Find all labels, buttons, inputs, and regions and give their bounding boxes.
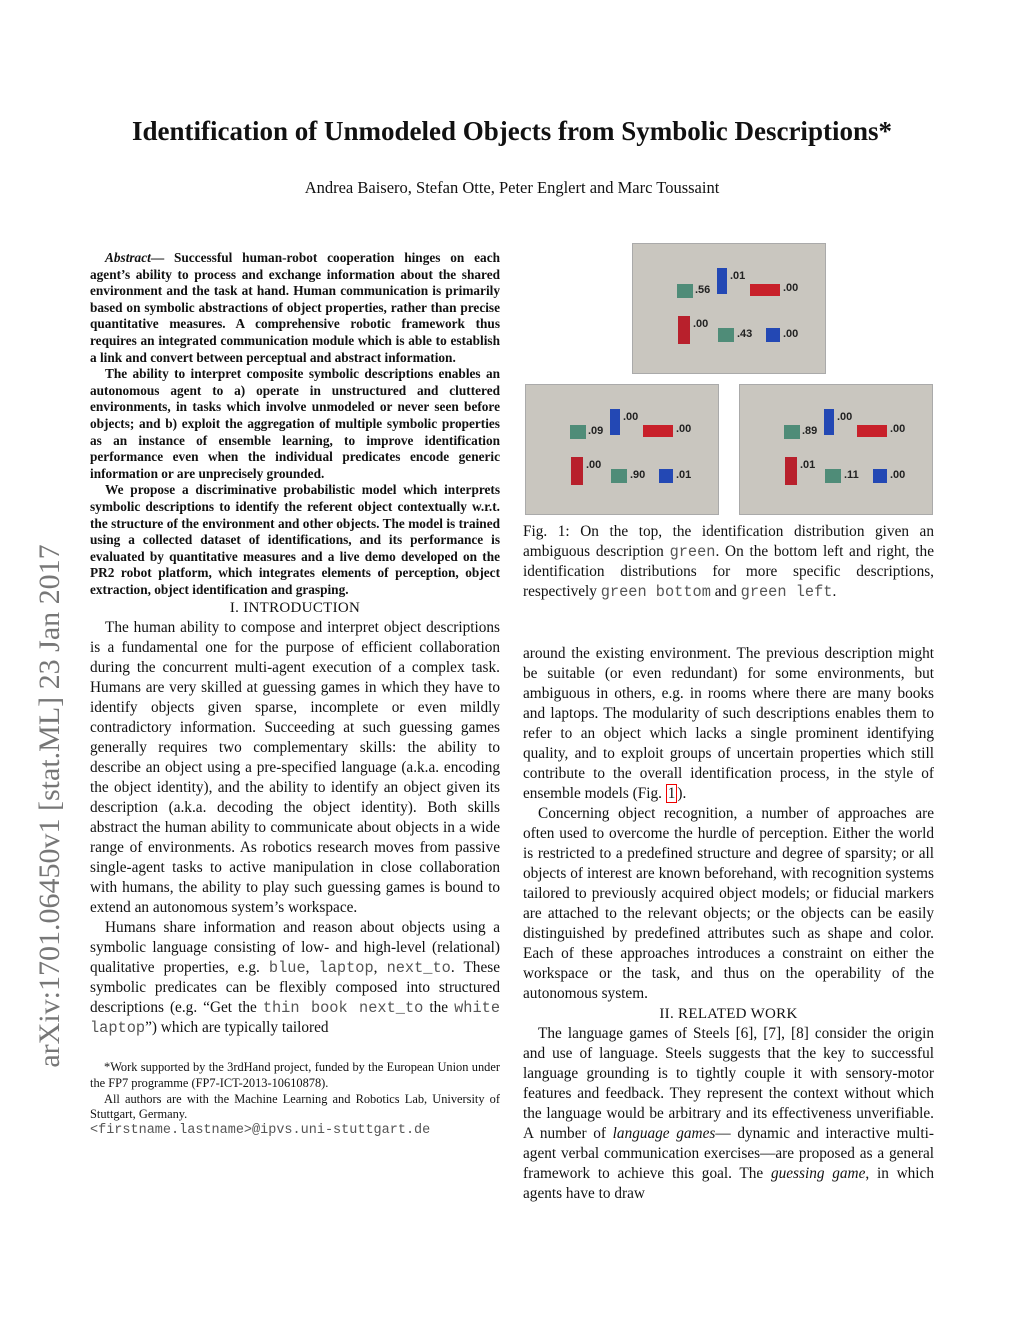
footnote-funding: *Work supported by the 3rdHand project, funded by the European Union under the FP7 programme (FP7-ICT-2013-10610878). <box>90 1060 500 1091</box>
footnote <box>90 1060 500 1138</box>
abstract-p2: The ability to interpret composite symbolic descriptions enables an autonomous agent to a) operate in unstructured and cluttered environments, in tasks which involve unmodeled or never seen before objects; and b) exploit the aggregation of multiple symbolic properties as an instance of ensemble learning, to improve identification performance even when the individual predicates encode generic information or are unprecisely grounded. <box>90 366 500 481</box>
prob-label: .00 <box>693 318 709 330</box>
abstract-p3: We propose a discriminative probabilistic model which interprets symbolic descriptions to identify the referent object contextually w.r.t. the structure of the environment and other objects. The model is trained using a collected dataset of identifications, and its performance is evaluated by quantitative measures and a live demo developed on the PR2 robot platform, which integrates elements of perception, object extraction, object identification and grasping. <box>90 482 500 597</box>
green-block <box>718 328 734 342</box>
green-block <box>611 469 627 483</box>
section-heading-related-work: II. RELATED WORK <box>659 1006 798 1022</box>
red-block <box>643 425 673 437</box>
prob-label: .00 <box>837 411 853 423</box>
green-block <box>784 425 800 439</box>
prob-label: .56 <box>695 284 711 296</box>
prob-label: .01 <box>676 469 692 481</box>
prob-label: .00 <box>586 459 602 471</box>
author-list: Andrea Baisero, Stefan Otte, Peter Englert and Marc Toussaint <box>304 178 720 197</box>
abstract: Abstract— Successful human-robot cooperation hinges on each agent’s ability to process and exchange information about the shared environment and the task at hand. Human communication is primarily based on symbolic abstractions of object properties, rather than precise quantitative measures. A comprehensive robotic framework thus requires an integrated communication module which is able to establish a link and convert between perceptual and abstract information. The ability to interpret composite symbolic descriptions enables an autonomous agent to a) operate in unstructured and cluttered environments, in tasks which involve unmodeled or never seen before objects; and b) exploit the aggregation of multiple symbolic properties as an instance of ensemble learning, to improve identification performance even when the individual predicates encode generic information or are unprecisely grounded. We propose a discriminative probabilistic model which interprets symbolic descriptions to identify the referent object contextually w.r.t. the structure of the environment and other objects. The model is trained using a collected dataset of identifications, and its performance is evaluated by quantitative measures and a live demo developed on the PR2 robot platform, which integrates elements of perception, object extraction, object identification and grasping. <box>90 250 501 597</box>
right-column <box>523 644 934 1204</box>
related-work-paragraph: The language games of Steels [6], [7], [8] consider the origin and use of language. Steels suggests that the key to successful language grounding is to tightly couple it with sensory-motor features and feedback. They represent the context without which the language would be arbitrary and its effectiveness unverifiable. A number of language games— dynamic and interactive multi-agent verbal communication exercises—are proposed as a general framework to achieve this goal. The guessing game, in which agents have to draw <box>523 1025 935 1202</box>
red-block <box>750 284 780 296</box>
footnote-affiliation: All authors are with the Machine Learning and Robotics Lab, University of Stuttgart, Germany. <box>90 1091 500 1122</box>
green-block <box>825 469 841 483</box>
blue-block <box>717 268 727 294</box>
prob-label: .09 <box>588 425 604 437</box>
red-block <box>857 425 887 437</box>
red-block <box>571 457 583 485</box>
prob-label: .89 <box>802 425 818 437</box>
blue-block <box>873 469 887 483</box>
prob-label: .43 <box>737 328 753 340</box>
figure-reference-link[interactable]: 1 <box>667 785 676 802</box>
figure-panel-bottom-right <box>739 384 933 515</box>
red-block <box>678 316 690 344</box>
blue-block <box>610 409 620 435</box>
footnote-email: <firstname.lastname>@ipvs.uni-stuttgart.de <box>90 1122 431 1138</box>
right-paragraph-1: around the existing environment. The previous description might be suitable (or even redundant) for some environments, but ambiguous in others, e.g. in rooms where there are many books and laptops. The modularity of such descriptions enables them to refer to an object which lacks a single prominent identifying quality, and to exploit groups of uncertain properties which still contribute to the overall identification process, in the style of ensemble models (Fig. 1 ). <box>523 645 934 802</box>
blue-block <box>659 469 673 483</box>
abstract-p1: Successful human-robot cooperation hinges on each agent’s ability to process and exchange information about the shared environment and the task at hand. Human communication is primarily based on symbolic abstractions of object properties, rather than precise quantitative measures. A comprehensive robotic framework thus requires an integrated communication module which is able to establish a link and convert between perceptual and abstract information. <box>90 250 501 365</box>
prob-label: .00 <box>623 411 639 423</box>
prob-label: .01 <box>730 270 746 282</box>
prob-label: .11 <box>844 469 859 481</box>
green-block <box>677 284 693 298</box>
prob-label: .90 <box>630 469 646 481</box>
figure-caption: Fig. 1: On the top, the identification distribution given an ambiguous description green. On the bottom left and right, the identification distributions for more specific descriptions, respectively green bottom and green left. <box>523 523 934 601</box>
figure-panel-top <box>632 243 826 374</box>
blue-block <box>824 409 834 435</box>
prob-label: .00 <box>783 282 799 294</box>
prob-label: .00 <box>890 469 906 481</box>
left-column <box>90 250 500 1138</box>
figure-panel-bottom-left <box>525 384 719 515</box>
abstract-label: Abstract <box>105 250 151 265</box>
prob-label: .00 <box>890 423 906 435</box>
right-paragraph-2: Concerning object recognition, a number of approaches are often used to overcome the hurdle of perception. Either the world is restricted to a predefined structure and degree of sparsity; or all objects of interest are known beforehand, with recognition systems tailored to previously acquired object models; or fiducial markers are attached to the relevant objects; or the objects can be easily distinguished by predefined attributes such as shape and color. Each of these approaches introduces a constraint on either the workspace or the task, and thus on the operability of the autonomous system. <box>523 805 934 1002</box>
red-block <box>785 457 797 485</box>
prob-label: .00 <box>783 328 799 340</box>
green-block <box>570 425 586 439</box>
intro-paragraph-1: The human ability to compose and interpret object descriptions is a fundamental one for the purpose of efficient collaboration during the concurrent multi-agent execution of a complex task. Humans are very skilled at guessing games in which they have to identify objects given sparse, incomplete or even mildly contradictory information. Succeeding at such guessing games generally requires two complementary skills: the ability to describe an object using a pre-specified language (a.k.a. encoding the object identity), and the ability to identify an object given its description (a.k.a. decoding the object identity). Both skills abstract the human ability to communicate about objects in a wide range of environments. As robotics research moves from passive single-agent tasks to active manipulation in close collaboration with humans, the ability to play such guessing games is bound to extend an autonomous system’s workspace. <box>90 619 500 917</box>
blue-block <box>766 328 780 342</box>
arxiv-sidebar-stamp: arXiv:1701.06450v1 [stat.ML] 23 Jan 2017 <box>33 544 66 1068</box>
prob-label: .01 <box>800 459 816 471</box>
intro-paragraph-2: Humans share information and reason about objects using a symbolic language consisting of low- and high-level (relational) qualitative properties, e.g. blue, laptop, next_to. These symbolic predicates can be flexibly composed into structured descriptions (e.g. “Get the thin book next_to the white laptop”) which are typically tailored <box>90 919 501 1038</box>
section-heading-introduction: I. INTRODUCTION <box>229 600 361 617</box>
paper-title: Identification of Unmodeled Objects from Symbolic Descriptions* <box>132 116 892 146</box>
prob-label: .00 <box>676 423 692 435</box>
